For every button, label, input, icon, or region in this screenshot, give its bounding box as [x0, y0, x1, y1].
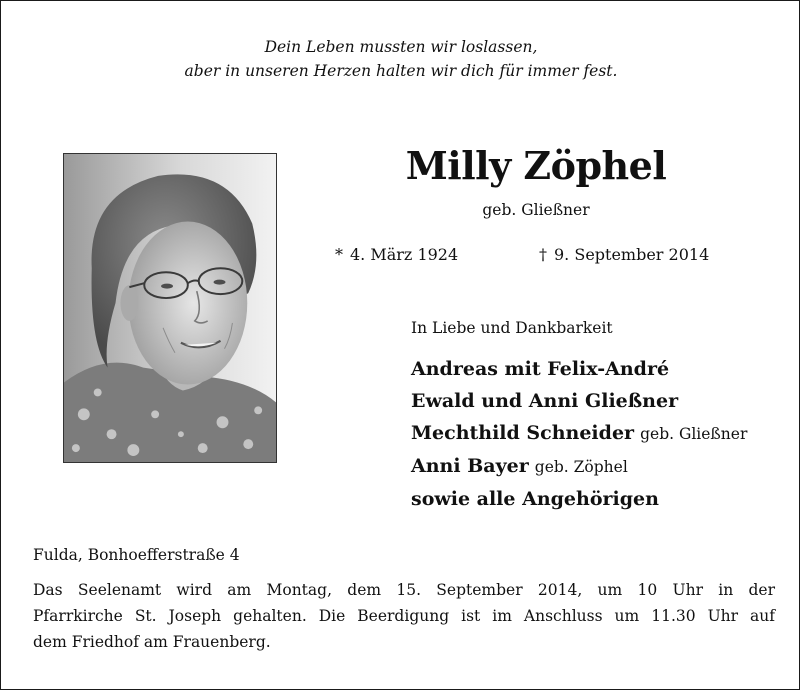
- motto-quote: [1, 35, 800, 83]
- mourner-row: [411, 483, 747, 515]
- deceased-name: Milly Zöphel: [405, 143, 667, 188]
- mourner-row: [411, 385, 747, 417]
- portrait-photo: [63, 153, 277, 463]
- death-date: [539, 245, 709, 264]
- motto-line: aber in unseren Herzen halten wir dich für immer fest.: [184, 62, 618, 80]
- mourners-list: [411, 353, 747, 515]
- mourner-name: Andreas mit Felix-André: [411, 358, 670, 380]
- mourner-name: Anni Bayer: [411, 455, 529, 477]
- maiden-name: geb. Gließner: [482, 201, 590, 219]
- birth-date-text: 4. März 1924: [350, 245, 459, 264]
- mourner-name: Mechthild Schneider: [411, 422, 635, 444]
- family-address: Fulda, Bonhoefferstraße 4: [33, 546, 240, 564]
- mourner-name: Ewald und Anni Gließner: [411, 390, 679, 412]
- mourner-row: [411, 353, 747, 385]
- death-date-text: 9. September 2014: [554, 245, 710, 264]
- mourner-note: geb. Zöphel: [534, 458, 628, 476]
- motto-line: Dein Leben mussten wir loslassen,: [264, 38, 538, 56]
- notice-line: Pfarrkirche St. Joseph gehalten. Die Beerdigung ist im Anschluss um 11.30 Uhr auf: [33, 607, 775, 625]
- notice-line: dem Friedhof am Frauenberg.: [33, 633, 271, 651]
- notice-line: Das Seelenamt wird am Montag, dem 15. September 2014, um 10 Uhr in der: [33, 581, 775, 599]
- funeral-notice: [33, 577, 775, 655]
- mourners-intro: In Liebe und Dankbarkeit: [411, 319, 613, 337]
- mourner-note: geb. Gließner: [640, 425, 748, 443]
- mourner-row: [411, 417, 747, 450]
- birth-star-icon: *: [335, 245, 343, 264]
- death-cross-icon: †: [539, 245, 547, 264]
- portrait-photo-icon: [64, 154, 276, 462]
- mourner-name: sowie alle Angehörigen: [411, 488, 659, 510]
- mourner-row: [411, 450, 747, 483]
- birth-date: [335, 245, 458, 264]
